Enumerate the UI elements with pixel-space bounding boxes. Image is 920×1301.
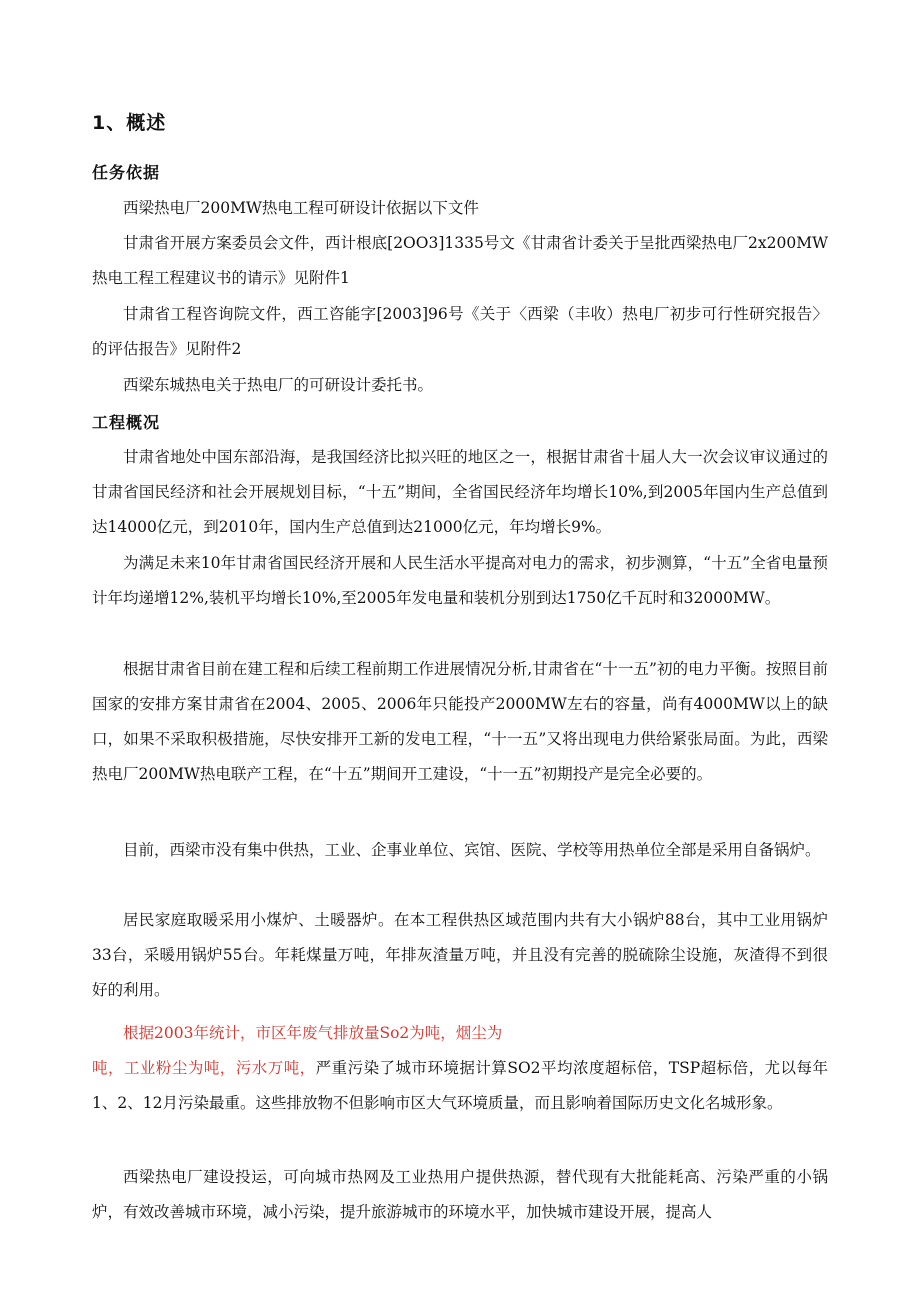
overview-heading: 工程概况 [92, 413, 161, 432]
overview-p7: 西梁热电厂建设投运，可向城市热网及工业热用户提供热源，替代现有大批能耗高、污染严重的小锅炉，有效改善城市环境，减小污染，提升旅游城市的环境水平，加快城市建设开展，提高人 [92, 1168, 828, 1221]
overview-p6-highlight-line1: 根据2003年统计，市区年废气排放量So2为吨，烟尘为 [123, 1024, 503, 1042]
overview-p2: 为满足未来10年甘肃省国民经济开展和人民生活水平提高对电力的需求，初步测算，“十五”全省电量预计年均递增12%,装机平均增长10%,至2005年发电量和装机分别到达1750亿千瓦时和32000MW。 [92, 554, 828, 607]
basis-heading: 任务依据 [92, 163, 161, 182]
overview-p6-body: 严重污染了城市环境据计算SO2平均浓度超标倍，TSP超标倍，尤以每年1、2、12月污染最重。这些排放物不但影响市区大气环境质量，而且影响着国际历史文化名城形象。 [92, 1059, 828, 1112]
overview-p3: 根据甘肃省目前在建工程和后续工程前期工作进展情况分析,甘肃省在“十一五”初的电力平衡。按照目前国家的安排方案甘肃省在2004、2005、2006年只能投产2000MW左右的容量，尚有4000MW以上的缺口，如果不采取积极措施，尽快安排开工新的发电工程，“十一五”又将出现电力供给紧张局面。为此，西梁热电厂200MW热电联产工程，在“十五”期间开工建设，“十一五”初期投产是完全必要的。 [92, 660, 828, 783]
overview-p6-highlight-line2: 吨，工业粉尘为吨，污水万吨， [92, 1059, 316, 1077]
basis-doc3: 西梁东城热电关于热电厂的可研设计委托书。 [123, 376, 434, 394]
basis-doc2: 甘肃省工程咨询院文件，西工咨能字[2003]96号《关于〈西梁（丰收）热电厂初步可行性研究报告〉的评估报告》见附件2 [92, 305, 828, 358]
overview-p5: 居民家庭取暖采用小煤炉、土暖器炉。在本工程供热区域范围内共有大小锅炉88台，其中工业用锅炉33台，采暖用锅炉55台。年耗煤量万吨，年排灰渣量万吨，并且没有完善的脱硫除尘设施，灰渣得不到很好的利用。 [92, 911, 828, 999]
basis-doc1: 甘肃省开展方案委员会文件，西计根底[2OO3]1335号文《甘肃省计委关于呈批西梁热电厂2x200MW热电工程工程建议书的请示》见附件1 [92, 234, 828, 287]
overview-p1: 甘肃省地处中国东部沿海，是我国经济比拟兴旺的地区之一，根据甘肃省十届人大一次会议审议通过的甘肃省国民经济和社会开展规划目标，“十五”期间，全省国民经济年均增长10%,到2005年国内生产总值到达14000亿元，到2010年，国内生产总值到达21000亿元，年均增长9%。 [92, 448, 828, 536]
basis-intro: 西梁热电厂200MW热电工程可研设计依据以下文件 [123, 199, 479, 217]
section-title: 1、概述 [92, 112, 167, 134]
overview-p4: 目前，西梁市没有集中供热，工业、企事业单位、宾馆、医院、学校等用热单位全部是采用自备锅炉。 [123, 841, 821, 859]
overview-p6 [92, 1051, 828, 1121]
